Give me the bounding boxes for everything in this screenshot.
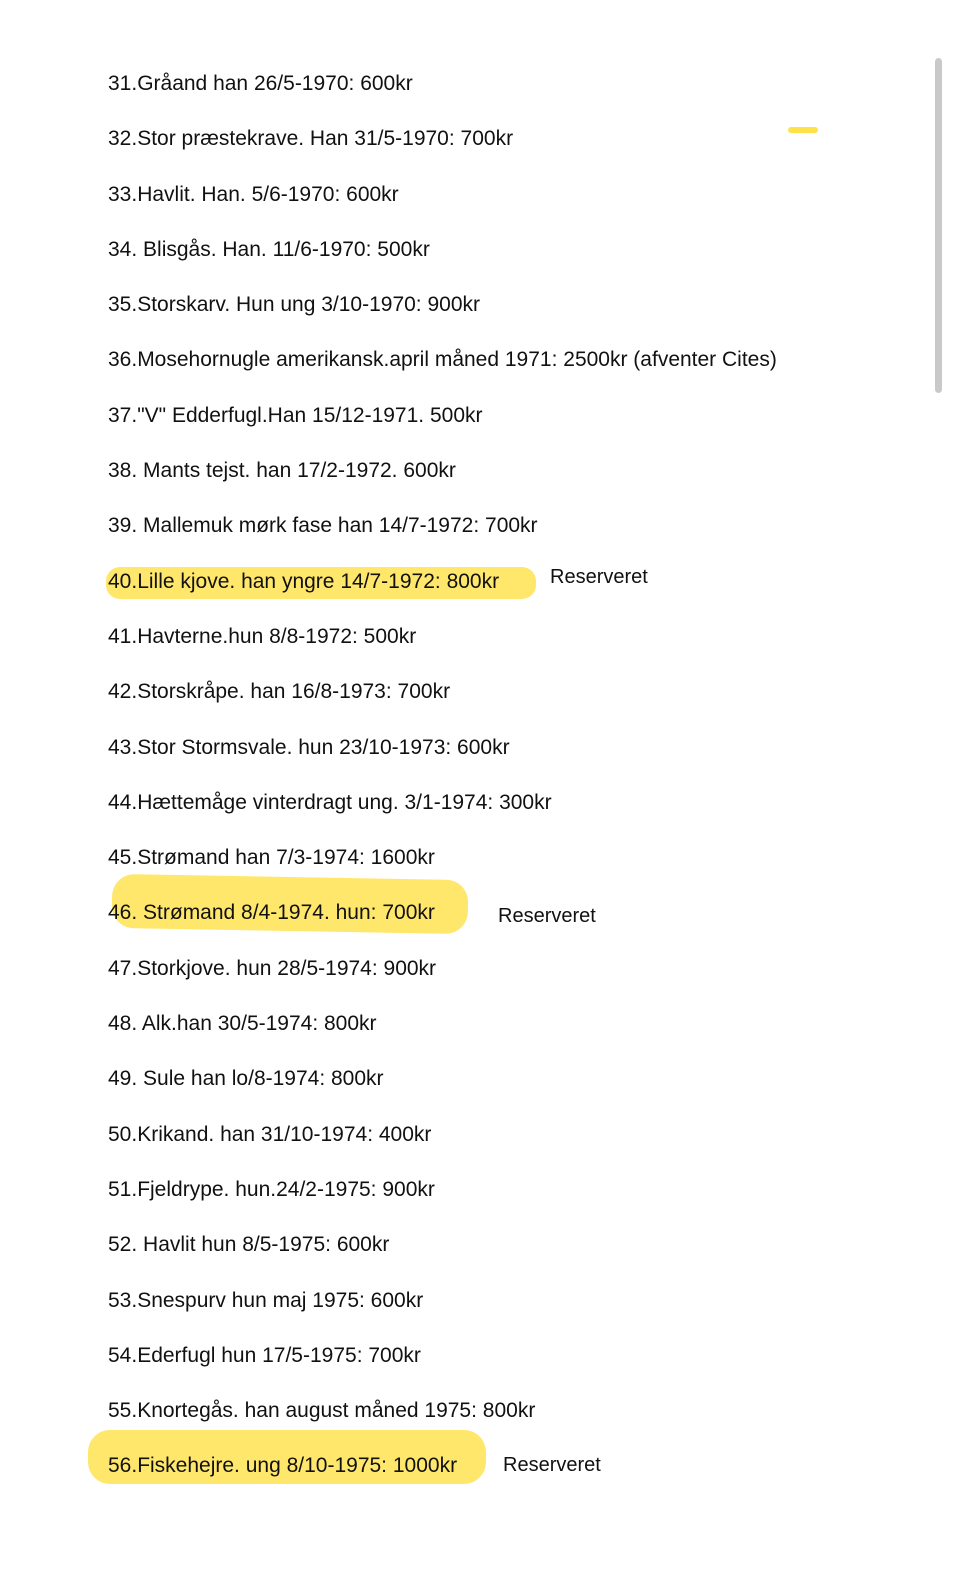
- scrollbar[interactable]: [935, 58, 942, 393]
- list-item: [108, 289, 777, 344]
- list-item: [108, 510, 777, 565]
- entry-text: 45.Strømand han 7/3-1974: 1600kr: [108, 846, 435, 870]
- list-item-highlighted: [108, 1450, 777, 1505]
- list-item: [108, 787, 777, 842]
- list-item: [108, 1063, 777, 1118]
- reserved-note: Reserveret: [550, 565, 648, 588]
- list-item: [108, 1174, 777, 1229]
- entry-text: 33.Havlit. Han. 5/6-1970: 600kr: [108, 182, 399, 206]
- entry-text: 49. Sule han lo/8-1974: 800kr: [108, 1067, 384, 1091]
- entry-text: 55.Knortegås. han august måned 1975: 800kr: [108, 1399, 536, 1423]
- entry-text: 34. Blisgås. Han. 11/6-1970: 500kr: [108, 237, 430, 261]
- list-item: [108, 621, 777, 676]
- reserved-note: Reserveret: [503, 1454, 601, 1477]
- list-item: [108, 455, 777, 510]
- entry-text: 32.Stor præstekrave. Han 31/5-1970: 700kr: [108, 127, 514, 151]
- list-item: [108, 123, 777, 178]
- entry-text: 51.Fjeldrype. hun.24/2-1975: 900kr: [108, 1177, 435, 1201]
- list-item: [108, 676, 777, 731]
- entry-text: 40.Lille kjove. han yngre 14/7-1972: 800kr: [108, 569, 500, 593]
- list-item: [108, 1285, 777, 1340]
- entry-text: 35.Storskarv. Hun ung 3/10-1970: 900kr: [108, 293, 481, 317]
- list-item-highlighted: [108, 897, 777, 952]
- list-item-highlighted: [108, 566, 777, 621]
- list-item: [108, 400, 777, 455]
- entry-text: 54.Ederfugl hun 17/5-1975: 700kr: [108, 1343, 421, 1367]
- entry-text: 37."V" Edderfugl.Han 15/12-1971. 500kr: [108, 403, 483, 427]
- list-item: [108, 179, 777, 234]
- bird-price-list: [108, 68, 777, 1506]
- entry-text: 41.Havterne.hun 8/8-1972: 500kr: [108, 624, 417, 648]
- entry-text: 47.Storkjove. hun 28/5-1974: 900kr: [108, 956, 437, 980]
- list-item: [108, 732, 777, 787]
- entry-text: 42.Storskråpe. han 16/8-1973: 700kr: [108, 680, 451, 704]
- entry-text: 31.Gråand han 26/5-1970: 600kr: [108, 72, 413, 95]
- entry-text: 48. Alk.han 30/5-1974: 800kr: [108, 1012, 377, 1036]
- list-item: [108, 1340, 777, 1395]
- list-item: [108, 68, 777, 123]
- entry-text: 53.Snespurv hun maj 1975: 600kr: [108, 1288, 424, 1312]
- entry-text: 39. Mallemuk mørk fase han 14/7-1972: 700kr: [108, 514, 538, 538]
- list-item: [108, 344, 777, 399]
- entry-text: 50.Krikand. han 31/10-1974: 400kr: [108, 1122, 432, 1146]
- list-item: [108, 1119, 777, 1174]
- reserved-note: Reserveret: [498, 905, 596, 928]
- entry-text: 56.Fiskehejre. ung 8/10-1975: 1000kr: [108, 1454, 458, 1478]
- entry-text: 38. Mants tejst. han 17/2-1972. 600kr: [108, 459, 456, 483]
- entry-text: 46. Strømand 8/4-1974. hun: 700kr: [108, 901, 435, 925]
- list-item: [108, 234, 777, 289]
- entry-text: 52. Havlit hun 8/5-1975: 600kr: [108, 1233, 390, 1257]
- list-item: [108, 1229, 777, 1284]
- highlight-dash-mark: [788, 127, 818, 133]
- entry-text: 44.Hættemåge vinterdragt ung. 3/1-1974: 300kr: [108, 790, 552, 814]
- list-item: [108, 1008, 777, 1063]
- list-item: [108, 953, 777, 1008]
- entry-text: 36.Mosehornugle amerikansk.april måned 1971: 2500kr (afventer Cites): [108, 348, 777, 372]
- entry-text: 43.Stor Stormsvale. hun 23/10-1973: 600kr: [108, 735, 510, 759]
